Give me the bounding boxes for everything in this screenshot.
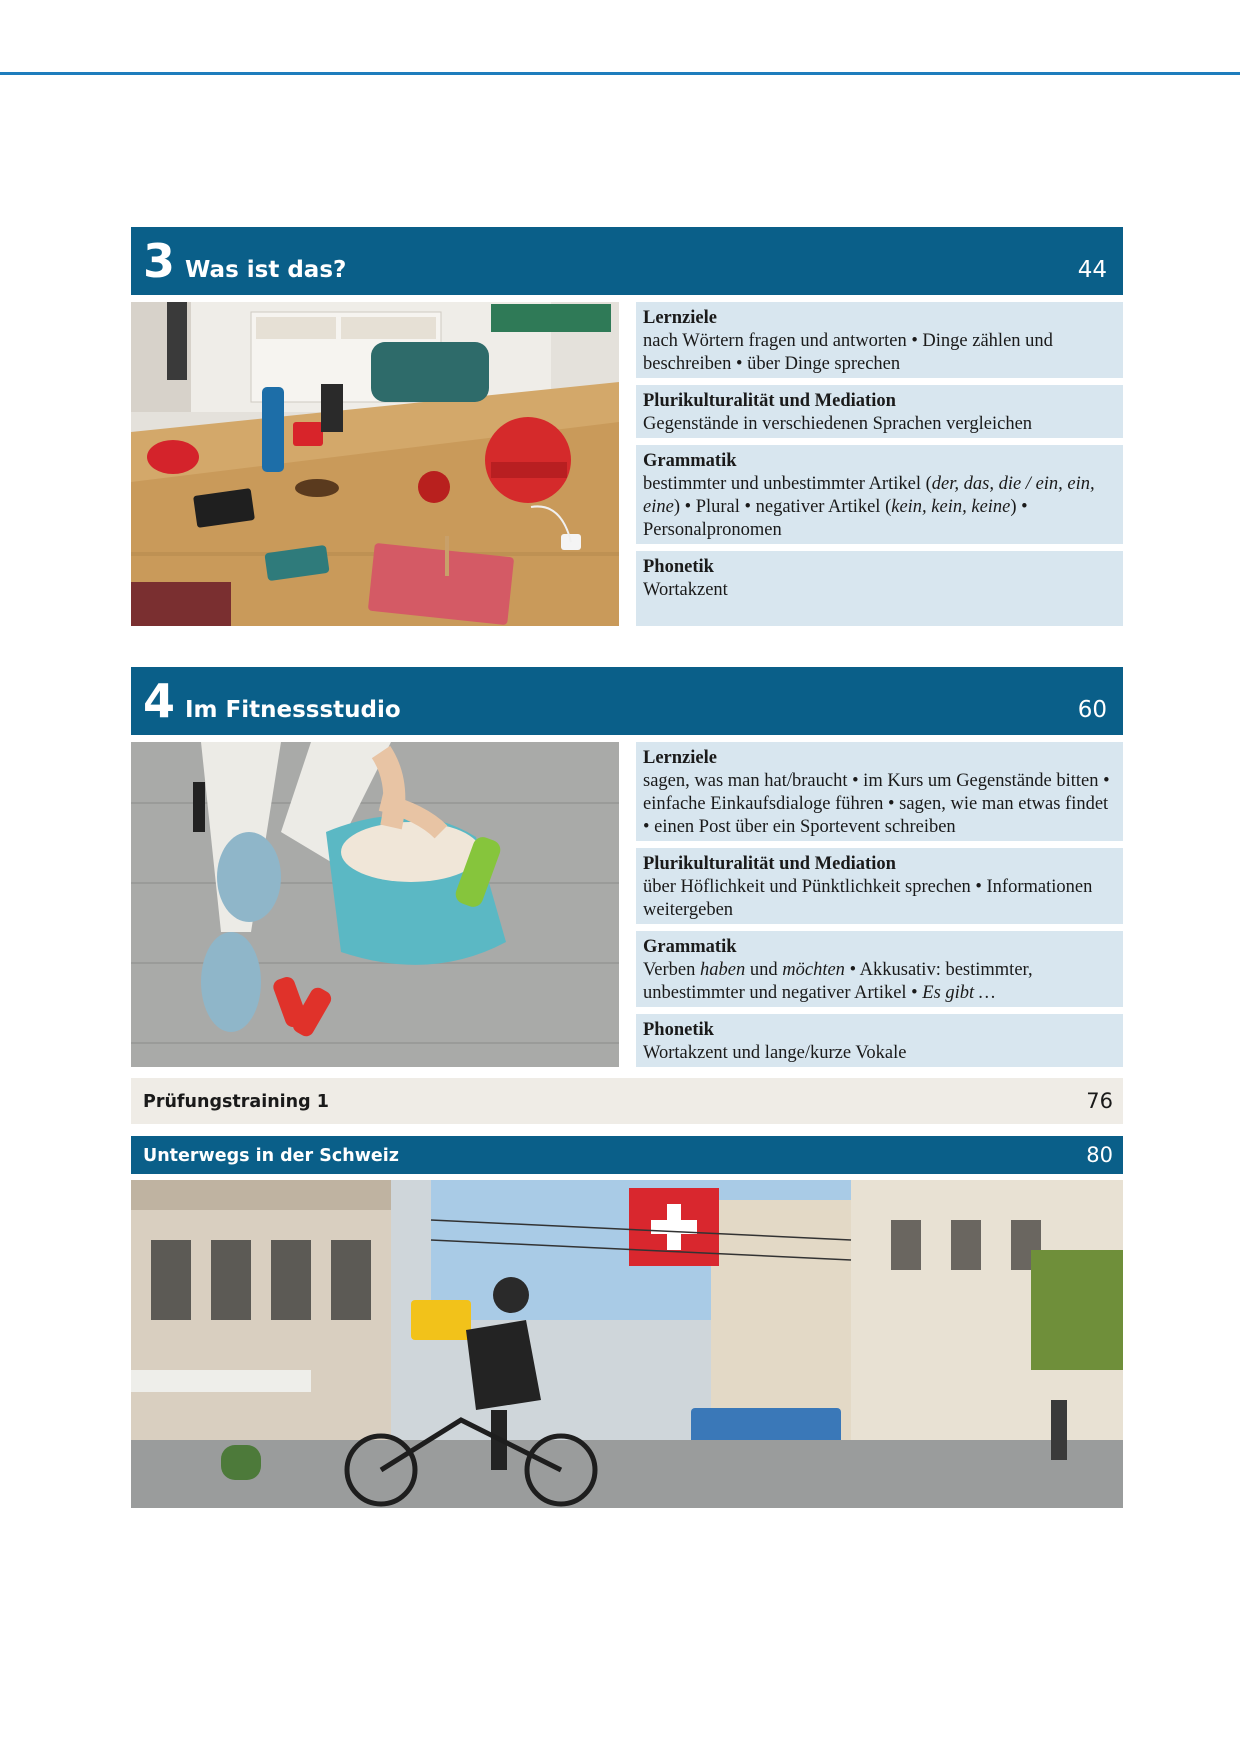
unit-4-mediation-box — [636, 848, 1123, 924]
unit-page-number: 44 — [1077, 257, 1107, 283]
unit-3-header[interactable] — [131, 227, 1123, 295]
unit-4-header[interactable] — [131, 667, 1123, 735]
unit-3-photo-desk — [131, 302, 619, 626]
section-text: sagen, was man hat/braucht • im Kurs um Gegenstände bitten • einfache Einkaufsdialoge führen • sagen, wie man etwas findet • einen Post über ein Sportevent schreiben — [643, 771, 1110, 837]
pruefungstraining-row[interactable] — [131, 1078, 1123, 1124]
section-text: nach Wörtern fragen und antworten • Dinge zählen und beschreiben • über Dinge sprechen — [643, 331, 1053, 374]
unit-3-lernziele-box — [636, 302, 1123, 378]
unit-4-photo-gym-bag — [131, 742, 619, 1067]
section-title: Grammatik — [643, 451, 737, 471]
section-title: Plurikulturalität und Mediation — [643, 391, 896, 411]
unit-4-phonetik-box — [636, 1014, 1123, 1067]
photo-zurich-street — [131, 1180, 1123, 1508]
unit-title: Was ist das? — [185, 257, 347, 283]
unterwegs-row[interactable] — [131, 1136, 1123, 1174]
section-title: Grammatik — [643, 937, 737, 957]
unit-3-phonetik-box — [636, 551, 1123, 626]
row-page-number: 76 — [1086, 1089, 1113, 1113]
unit-3-grammatik-box — [636, 445, 1123, 544]
unit-page-number: 60 — [1077, 697, 1107, 723]
unit-number: 3 — [143, 234, 176, 288]
section-text: Wortakzent — [643, 580, 728, 600]
unit-number: 4 — [143, 674, 176, 728]
unit-3-mediation-box — [636, 385, 1123, 438]
section-text: Wortakzent und lange/kurze Vokale — [643, 1043, 907, 1063]
unit-title: Im Fitnessstudio — [185, 697, 401, 723]
section-title: Phonetik — [643, 557, 714, 577]
row-page-number: 80 — [1086, 1143, 1113, 1167]
section-title: Lernziele — [643, 748, 717, 768]
section-text: bestimmter und unbestimmter Artikel (der, das, die / ein, ein, eine) • Plural • negativer Artikel (kein, kein, keine) • Personalpronomen — [643, 474, 1095, 540]
section-text: Gegenstände in verschiedenen Sprachen vergleichen — [643, 414, 1033, 434]
row-label: Unterwegs in der Schweiz — [143, 1146, 399, 1166]
unit-4-grammatik-box — [636, 931, 1123, 1007]
row-label: Prüfungstraining 1 — [143, 1092, 329, 1112]
section-title: Lernziele — [643, 308, 717, 328]
unit-4-lernziele-box — [636, 742, 1123, 841]
section-title: Phonetik — [643, 1020, 714, 1040]
section-text: über Höflichkeit und Pünktlichkeit sprechen • Informationen weitergeben — [643, 877, 1093, 920]
section-title: Plurikulturalität und Mediation — [643, 854, 896, 874]
top-rule — [0, 72, 1240, 75]
section-text: Verben haben und möchten • Akkusativ: bestimmter, unbestimmter und negativer Artikel • Es gibt … — [643, 960, 1033, 1003]
